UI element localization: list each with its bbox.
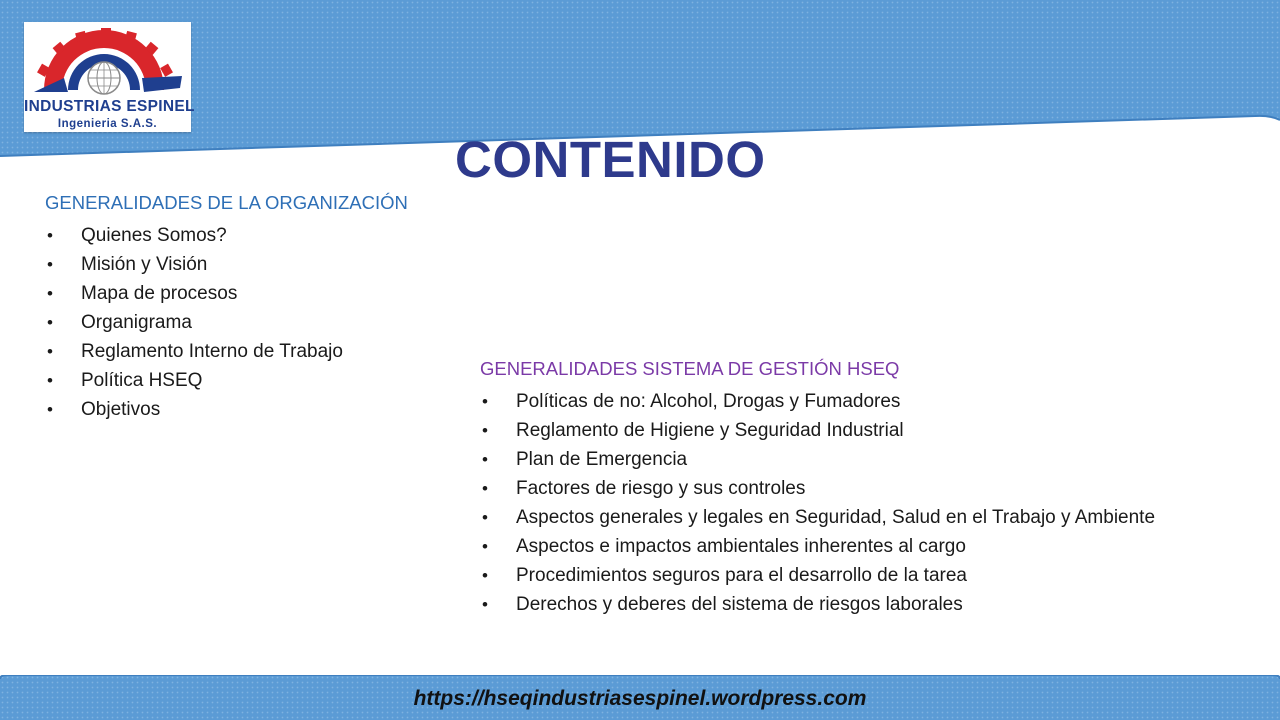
list-item-text: Organigrama bbox=[81, 312, 192, 333]
bullet-icon: • bbox=[47, 342, 53, 361]
list-item-text: Factores de riesgo y sus controles bbox=[516, 478, 806, 499]
gear-globe-icon bbox=[24, 22, 191, 98]
list-item-text: Misión y Visión bbox=[81, 254, 208, 275]
page-title: CONTENIDO bbox=[455, 131, 766, 188]
list-item bbox=[45, 250, 408, 279]
company-logo bbox=[24, 22, 195, 132]
hseq-section bbox=[480, 358, 1155, 619]
organization-section bbox=[45, 192, 408, 424]
bullet-icon: • bbox=[482, 537, 488, 556]
website-url: https://hseqindustriasespinel.wordpress.com bbox=[413, 687, 867, 710]
list-item-text: Aspectos generales y legales en Seguridad, Salud en el Trabajo y Ambiente bbox=[516, 507, 1156, 528]
list-item-text: Mapa de procesos bbox=[81, 283, 238, 304]
bullet-icon: • bbox=[482, 450, 488, 469]
bullet-icon: • bbox=[482, 508, 488, 527]
logo-company-name: INDUSTRIAS ESPINEL bbox=[24, 98, 195, 115]
list-item bbox=[45, 366, 408, 395]
bullet-icon: • bbox=[482, 392, 488, 411]
bullet-icon: • bbox=[47, 400, 53, 419]
hseq-heading: GENERALIDADES SISTEMA DE GESTIÓN HSEQ bbox=[480, 358, 900, 379]
list-item bbox=[480, 416, 1155, 445]
list-item bbox=[45, 221, 408, 250]
bullet-icon: • bbox=[47, 284, 53, 303]
bullet-icon: • bbox=[47, 371, 53, 390]
list-item bbox=[480, 561, 1155, 590]
list-item-text: Reglamento de Higiene y Seguridad Industrial bbox=[516, 420, 904, 441]
list-item bbox=[480, 503, 1155, 532]
list-item-text: Política HSEQ bbox=[81, 370, 203, 391]
bullet-icon: • bbox=[47, 313, 53, 332]
list-item-text: Procedimientos seguros para el desarrollo de la tarea bbox=[516, 565, 967, 586]
list-item-text: Políticas de no: Alcohol, Drogas y Fumadores bbox=[516, 391, 901, 412]
list-item bbox=[480, 474, 1155, 503]
organization-list bbox=[45, 221, 408, 424]
list-item-text: Quienes Somos? bbox=[81, 225, 227, 246]
list-item-text: Derechos y deberes del sistema de riesgos laborales bbox=[516, 594, 963, 615]
bullet-icon: • bbox=[47, 226, 53, 245]
list-item bbox=[45, 337, 408, 366]
bullet-icon: • bbox=[482, 421, 488, 440]
hseq-list bbox=[480, 387, 1155, 619]
list-item bbox=[45, 395, 408, 424]
list-item-text: Reglamento Interno de Trabajo bbox=[81, 341, 343, 362]
bullet-icon: • bbox=[47, 255, 53, 274]
list-item bbox=[480, 445, 1155, 474]
bullet-icon: • bbox=[482, 479, 488, 498]
list-item bbox=[45, 308, 408, 337]
bullet-icon: • bbox=[482, 595, 488, 614]
list-item-text: Plan de Emergencia bbox=[516, 449, 688, 470]
organization-heading: GENERALIDADES DE LA ORGANIZACIÓN bbox=[45, 192, 408, 213]
list-item-text: Objetivos bbox=[81, 399, 161, 420]
list-item bbox=[45, 279, 408, 308]
list-item bbox=[480, 532, 1155, 561]
list-item-text: Aspectos e impactos ambientales inherentes al cargo bbox=[516, 536, 966, 557]
bullet-icon: • bbox=[482, 566, 488, 585]
logo-company-subtitle: Ingenieria S.A.S. bbox=[57, 118, 158, 130]
list-item bbox=[480, 387, 1155, 416]
list-item bbox=[480, 590, 1155, 619]
